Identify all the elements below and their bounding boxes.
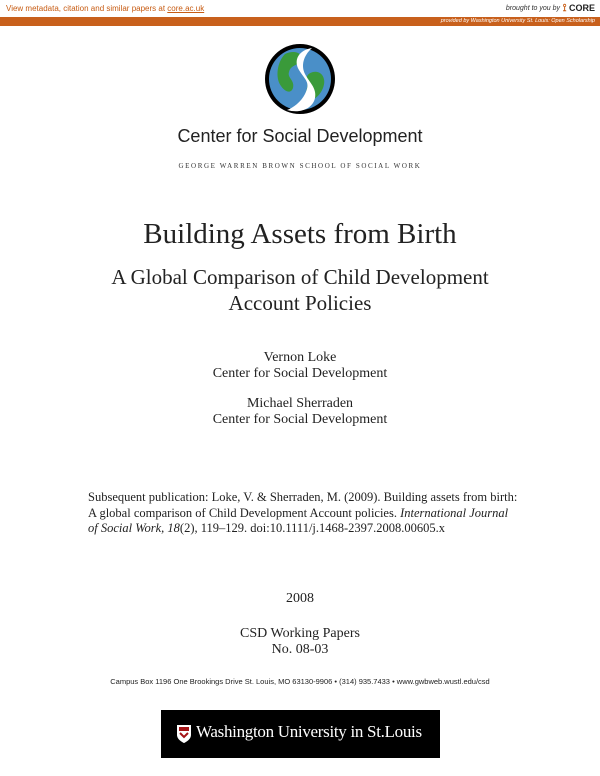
- school-name: GEORGE WARREN BROWN SCHOOL OF SOCIAL WORK: [178, 162, 422, 170]
- core-label: CORE: [568, 3, 595, 13]
- core-mark-icon: ⟟: [562, 3, 567, 14]
- university-shield-icon: [176, 724, 192, 744]
- core-ac-uk-link[interactable]: core.ac.uk: [167, 4, 205, 13]
- author: [0, 396, 600, 428]
- authors: [0, 350, 600, 442]
- citation-journal: International Journal of Social Work, 18: [88, 505, 509, 535]
- core-logo[interactable]: [563, 3, 595, 14]
- metadata-text: View metadata, citation and similar papers at: [6, 4, 168, 13]
- author: [0, 350, 600, 382]
- series-number: No. 08-03: [271, 642, 329, 657]
- metadata-link[interactable]: [6, 4, 204, 13]
- author-name: Vernon Loke: [263, 350, 337, 365]
- publication-year: 2008: [286, 591, 314, 606]
- globe-logo-icon: [263, 42, 337, 116]
- citation: [88, 490, 518, 537]
- contact-address: Campus Box 1196 One Brookings Drive St. Louis, MO 63130-9906 • (314) 935.7433 • www.gwbweb.wustl.edu/csd: [110, 677, 490, 686]
- university-name: Washington University in St.Louis: [196, 722, 422, 741]
- citation-prefix: Subsequent publication: Loke, V. & Sherraden, M. (2009). Building assets from birth: A global comparison of Child Development Account policies.: [88, 490, 518, 520]
- series: [0, 626, 600, 658]
- author-name: Michael Sherraden: [246, 396, 354, 411]
- provided-by-text[interactable]: provided by Washington University St. Louis: Open Scholarship: [440, 18, 595, 24]
- series-name: CSD Working Papers: [240, 626, 360, 641]
- citation-suffix: (2), 119–129. doi:10.1111/j.1468-2397.2008.00605.x: [179, 521, 446, 535]
- top-bar: [0, 0, 600, 17]
- paper-subtitle: A Global Comparison of Child Development Account Policies: [111, 265, 489, 315]
- author-affiliation: Center for Social Development: [212, 412, 388, 427]
- organization-name: Center for Social Development: [177, 126, 423, 146]
- provided-by-bar: [0, 17, 600, 26]
- paper-title: Building Assets from Birth: [143, 218, 457, 250]
- brought-by-text: brought to you by: [505, 5, 560, 12]
- author-affiliation: Center for Social Development: [212, 366, 388, 381]
